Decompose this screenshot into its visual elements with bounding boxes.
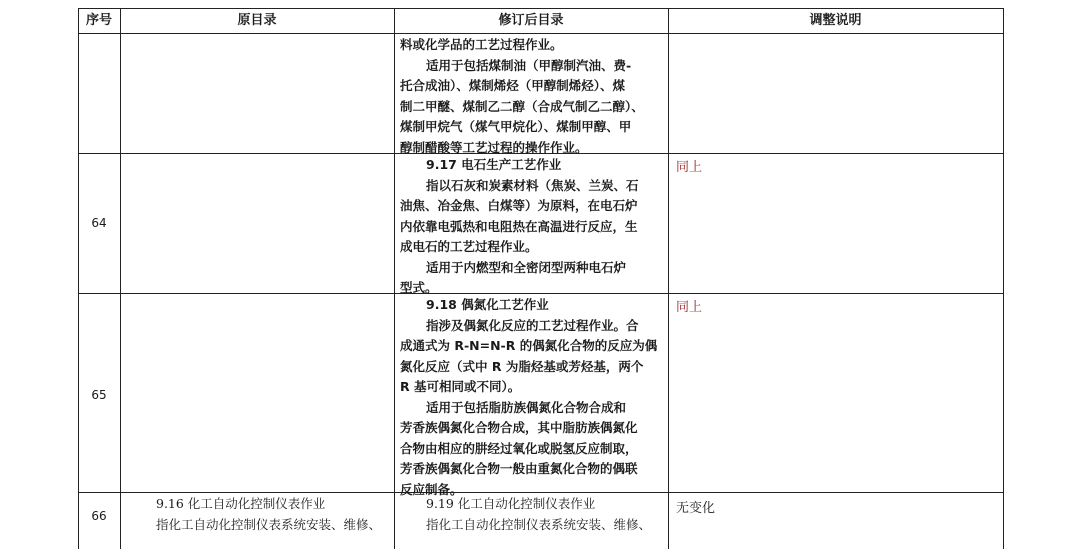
text-line: 指涉及偶氮化反应的工艺过程作业。合 bbox=[426, 317, 639, 333]
column-rule bbox=[1003, 8, 1004, 549]
revised-cell bbox=[400, 155, 639, 299]
header-adjustment-note: 调整说明 bbox=[809, 13, 862, 28]
revision-table bbox=[78, 8, 1004, 549]
revised-cell-continuation bbox=[400, 35, 644, 158]
text-line: 制二甲醚、煤制乙二醇（合成气制乙二醇）、 bbox=[400, 98, 644, 114]
text-line: 氮化反应（式中 R 为脂烃基或芳烃基，两个 bbox=[400, 358, 644, 374]
text-line: 指以石灰和炭素材料（焦炭、兰炭、石 bbox=[426, 177, 639, 193]
header-revised-catalog: 修订后目录 bbox=[498, 13, 564, 28]
table-border-top bbox=[78, 8, 1004, 9]
text-line: 内依靠电弧热和电阻热在高温进行反应，生 bbox=[400, 218, 638, 234]
serial-number: 64 bbox=[91, 216, 107, 230]
text-line: 料或化学品的工艺过程作业。 bbox=[400, 37, 563, 52]
revised-cell bbox=[400, 494, 651, 535]
adjustment-note: 同上 bbox=[676, 160, 703, 175]
column-rule bbox=[668, 8, 669, 549]
adjustment-note: 无变化 bbox=[676, 501, 716, 516]
column-rule bbox=[394, 8, 395, 549]
text-line: 煤制甲烷气（煤气甲烷化）、煤制甲醇、甲 bbox=[400, 119, 632, 134]
header-rule bbox=[78, 33, 1004, 34]
text-line: 油焦、冶金焦、白煤等）为原料，在电石炉 bbox=[400, 198, 638, 213]
text-line: 反应制备。 bbox=[400, 481, 463, 497]
text-line: 芳香族偶氮化合物一般由重氮化合物的偶联 bbox=[400, 461, 638, 476]
text-line: 型式。 bbox=[400, 280, 438, 295]
original-cell bbox=[136, 494, 381, 535]
header-serial: 序号 bbox=[85, 13, 112, 28]
serial-number: 66 bbox=[91, 509, 107, 523]
text-line: 指化工自动化控制仪表系统安装、维修、 bbox=[156, 516, 382, 532]
text-line: 芳香族偶氮化合物合成，其中脂肪族偶氮化 bbox=[400, 420, 638, 435]
text-line: 托合成油）、煤制烯烃（甲醇制烯烃）、煤 bbox=[400, 78, 626, 93]
text-line: 适用于内燃型和全密闭型两种电石炉 bbox=[426, 259, 627, 275]
serial-number: 65 bbox=[91, 388, 107, 402]
text-line: 成电石的工艺过程作业。 bbox=[400, 239, 538, 254]
revised-cell bbox=[400, 295, 657, 500]
text-line: 适用于包括煤制油（甲醇制汽油、费- bbox=[426, 57, 632, 73]
section-title: 9.19 化工自动化控制仪表作业 bbox=[426, 496, 596, 511]
text-line: R 基可相同或不同）。 bbox=[400, 379, 521, 394]
adjustment-note: 同上 bbox=[676, 300, 703, 315]
text-line: 指化工自动化控制仪表系统安装、维修、 bbox=[426, 516, 652, 532]
section-title: 9.16 化工自动化控制仪表作业 bbox=[156, 496, 326, 511]
column-rule bbox=[120, 8, 121, 549]
text-line: 适用于包括脂肪族偶氮化合物合成和 bbox=[426, 399, 627, 415]
section-title: 9.17 电石生产工艺作业 bbox=[426, 157, 562, 172]
text-line: 成通式为 R-N=N-R 的偶氮化合物的反应为偶 bbox=[400, 338, 658, 353]
header-original-catalog: 原目录 bbox=[237, 13, 277, 28]
section-title: 9.18 偶氮化工艺作业 bbox=[426, 297, 549, 312]
text-line: 合物由相应的肼经过氧化或脱氢反应制取， bbox=[400, 440, 638, 456]
column-rule bbox=[78, 8, 79, 549]
text-line: 醇制醋酸等工艺过程的操作作业。 bbox=[400, 139, 588, 155]
